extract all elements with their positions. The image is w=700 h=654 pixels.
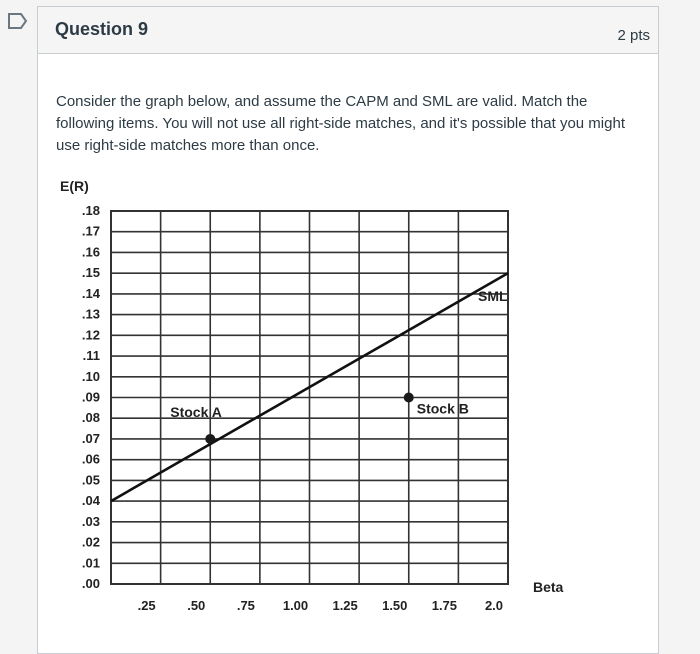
x-tick-label: 1.50 xyxy=(382,598,408,613)
question-title: Question 9 xyxy=(55,19,149,39)
y-tick-label: .10 xyxy=(81,368,100,384)
y-tick-label: .05 xyxy=(81,472,100,488)
y-tick-label: .16 xyxy=(81,244,100,260)
question-points: 2 pts xyxy=(617,27,650,44)
x-tick-label: 1.75 xyxy=(431,598,458,613)
y-tick-label: .04 xyxy=(81,493,100,509)
stock-point xyxy=(205,434,215,444)
sml-label: SML xyxy=(478,288,508,305)
chart-grid xyxy=(111,211,508,584)
x-tick-label: .75 xyxy=(236,598,255,613)
y-tick-label: .13 xyxy=(81,306,100,322)
stock-label: Stock A xyxy=(170,403,222,420)
x-tick-label: 1.00 xyxy=(282,598,309,613)
x-tick-label: 1.25 xyxy=(332,598,358,613)
y-tick-label: .06 xyxy=(81,451,100,467)
y-tick-label: .17 xyxy=(81,223,100,239)
y-tick-label: .03 xyxy=(81,513,100,529)
question-prompt: Consider the graph below, and assume the CAPM and SML are valid. Match the following items. You will not use all right-side matches, and it's possible that you might use right-side matches more than once. xyxy=(56,93,625,154)
x-tick-label: .50 xyxy=(187,598,206,613)
x-axis-title: Beta xyxy=(533,579,564,595)
y-tick-label: .18 xyxy=(81,203,100,218)
y-tick-label: .11 xyxy=(82,348,100,364)
x-tick-label: .25 xyxy=(137,598,156,613)
y-tick-label: .00 xyxy=(81,576,100,591)
y-tick-labels xyxy=(82,203,101,591)
y-tick-label: .09 xyxy=(81,389,100,405)
y-tick-label: .01 xyxy=(81,555,100,571)
y-tick-label: .14 xyxy=(81,285,100,301)
y-tick-label: .12 xyxy=(81,327,100,343)
y-axis-title: E(R) xyxy=(60,178,89,194)
y-tick-label: .08 xyxy=(81,410,100,426)
x-tick-labels xyxy=(138,598,503,613)
stock-point xyxy=(404,393,414,403)
x-tick-label: 2.0 xyxy=(484,598,504,613)
y-tick-label: .02 xyxy=(81,534,100,550)
stock-label: Stock B xyxy=(416,400,469,417)
y-tick-label: .07 xyxy=(81,430,100,446)
y-tick-label: .15 xyxy=(81,265,100,281)
